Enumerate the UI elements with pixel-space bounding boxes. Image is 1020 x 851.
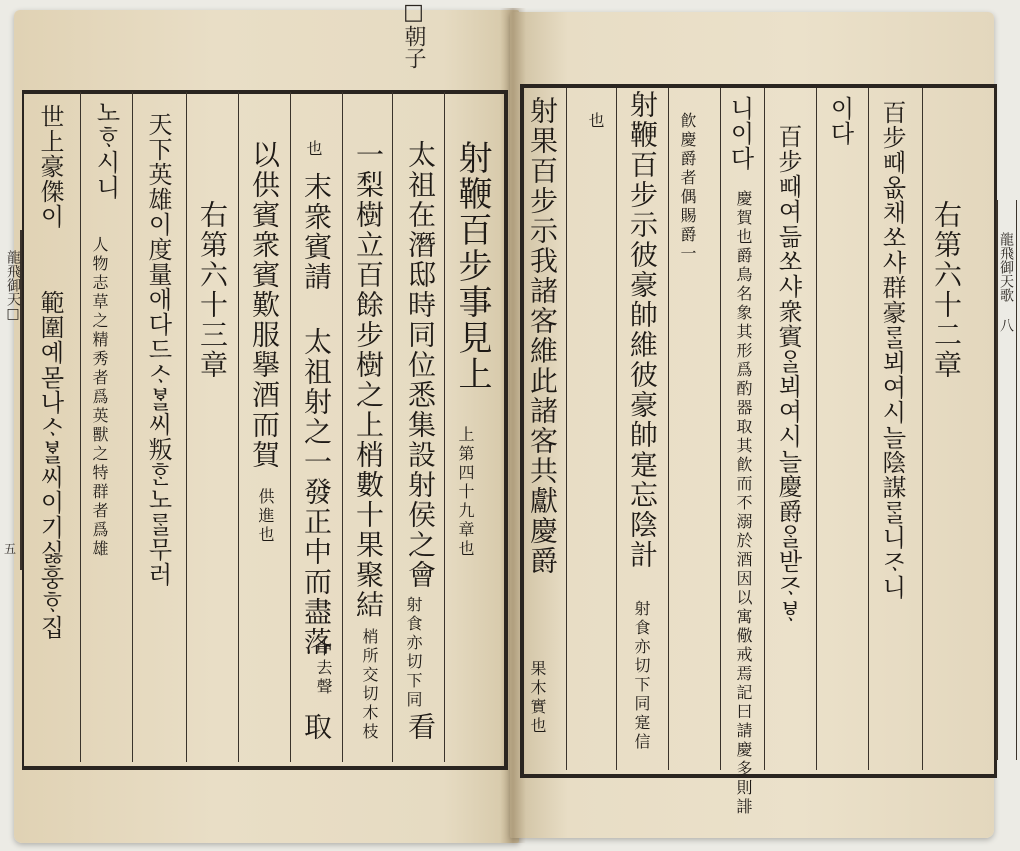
column-rule [816, 88, 817, 770]
right-column-5-note: 慶賀也爵鳥名象其形爲酌器取其飮而不溺於酒因以寓儆戒焉記曰請慶多則誹 [734, 190, 753, 817]
left-column-10: 世上豪傑이 [36, 104, 64, 229]
left-column-4-note: 中去聲 [314, 640, 333, 697]
left-column-7: 右第六十三章 [196, 200, 229, 380]
right-page-frame [520, 84, 997, 778]
column-rule [392, 92, 393, 762]
left-edge-label: 龍飛御天□ [5, 250, 21, 322]
right-column-7: 射鞭百步示彼豪帥維彼豪帥寔忘陰計 [626, 90, 659, 570]
left-column-2-note: 射食亦切下同 [404, 596, 423, 710]
column-rule [922, 88, 923, 770]
top-ink-mark: □朝子 [401, 0, 426, 69]
left-column-8: 天下英雄이度量애다드ᄉᆞᄫᆞᆯ씨叛ᄒᆞᆫ노ᄅᆞᆯ무러 [144, 112, 172, 587]
left-column-2-end: 看 [404, 712, 437, 742]
left-column-5: 末衆賓請 太祖射之一發正中而盡落 [300, 172, 333, 657]
left-column-9-note: 人物志草之精秀者爲英獸之特群者爲雄 [90, 236, 109, 559]
column-rule [868, 88, 869, 770]
right-column-6-note: 飮慶爵者偶賜爵一 [678, 112, 697, 264]
column-rule [616, 88, 617, 770]
right-column-1: 右第六十二章 [930, 200, 963, 380]
left-column-3: 一梨樹立百餘步樹之上梢數十果聚結 [352, 140, 385, 620]
right-column-3: 이다 [826, 96, 854, 146]
column-rule [566, 88, 567, 770]
right-edge-label: 龍飛御天歌 八 [998, 232, 1014, 332]
left-edge-mark: 五 [4, 542, 17, 556]
left-column-6-note: 供進也 [256, 488, 275, 545]
column-rule [720, 88, 721, 770]
left-column-1: 射鞭百步事見上 [452, 140, 492, 392]
column-rule [132, 92, 133, 762]
right-column-7-note: 射食亦切下同寔信 [632, 600, 651, 752]
left-column-2: 太祖在潛邸時同位悉集設射侯之會 [404, 140, 437, 590]
column-rule [238, 92, 239, 762]
left-column-6: 以供賓衆賓歎服擧酒而賀 [248, 140, 281, 470]
right-column-2: 百步ᄠᅢ옶채쏘샤群豪ᄅᆞᆯ뵈여시늘陰謀ᄅᆞᆯ니ᄌᆞ니 [878, 100, 906, 600]
right-column-4: 百步ᄠᅢ여듦쏘샤衆賓ᄋᆞᆯ뵈여시늘慶爵ᄋᆞᆯ받ᄌᆞᄫᆞ [774, 124, 802, 624]
column-rule [444, 92, 445, 762]
left-column-9: 노ᄒᆞ시니 [92, 100, 120, 200]
column-rule [290, 92, 291, 762]
right-column-8: 也 [586, 112, 605, 131]
column-rule [186, 92, 187, 762]
column-rule [342, 92, 343, 762]
left-column-10-continued: 範圍예몯나ᄉᆞᄫᆞᆯ씨이기싫훙ᄒᆞ집 [36, 290, 64, 640]
column-rule [764, 88, 765, 770]
right-column-9: 射果百步示我諸客維此諸客共獻慶爵 [526, 96, 559, 576]
left-column-3-note: 梢所交切木枝 [360, 628, 379, 742]
right-column-9-note: 果木實也 [528, 660, 547, 736]
left-column-5-end: 取 [300, 712, 333, 742]
column-rule [80, 92, 81, 762]
left-column-1-note: 上第四十九章也 [456, 426, 475, 559]
left-column-4: 也 [304, 140, 323, 159]
right-column-5: 니이다 [726, 96, 754, 171]
column-rule [668, 88, 669, 770]
